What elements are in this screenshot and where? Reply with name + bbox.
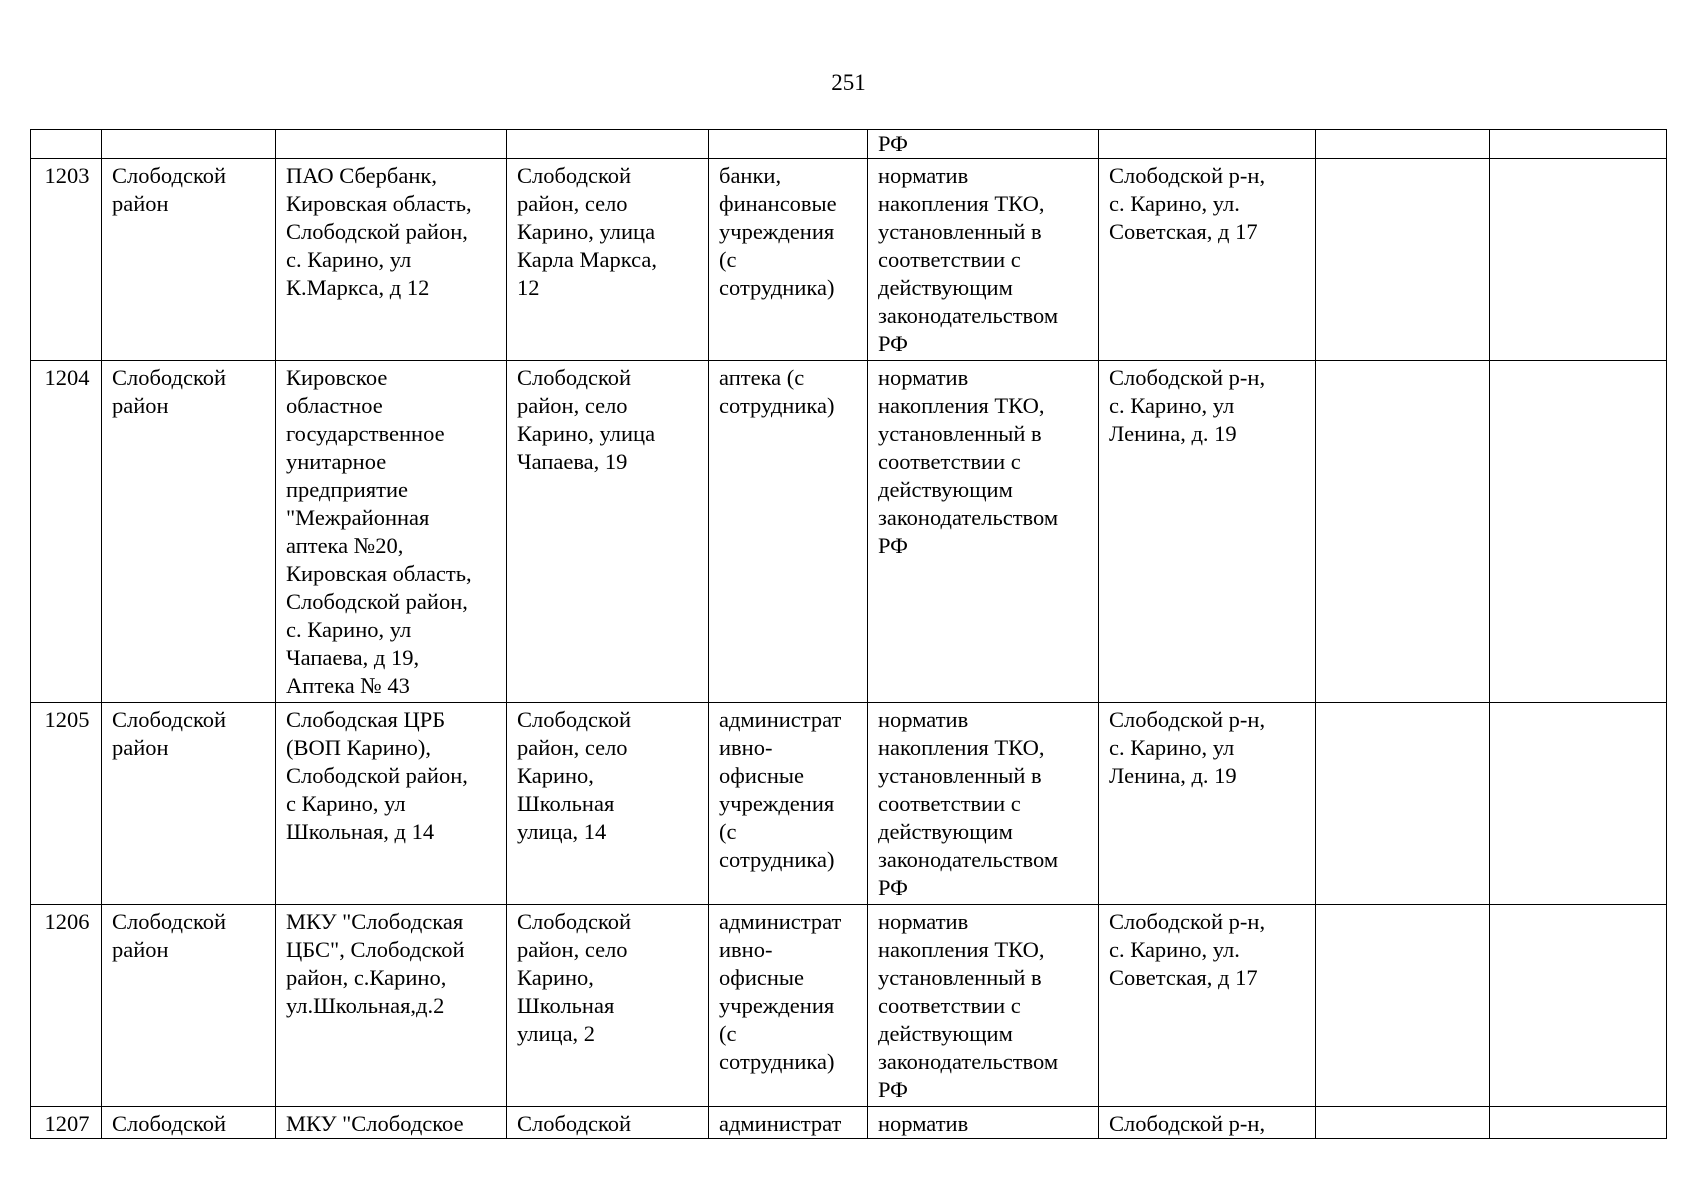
cell-location: Слободской район, село Карино, Школьная улица, 14 (507, 703, 709, 905)
cell-district: Слободской район (102, 159, 276, 361)
cell-district (102, 130, 276, 159)
cell-category: администрат ивно- офисные учреждения (с сотрудника) (709, 703, 868, 905)
cell-source: Слободская ЦРБ (ВОП Карино), Слободской район, с Карино, ул Школьная, д 14 (276, 703, 507, 905)
cell-extra-2 (1490, 361, 1667, 703)
cell-source: МКУ "Слободское (276, 1107, 507, 1139)
cell-norm: РФ (868, 130, 1099, 159)
cell-extra-1 (1316, 130, 1490, 159)
table-row-continuation (31, 130, 1667, 159)
table-row (31, 1107, 1667, 1139)
cell-location: Слободской район, село Карино, улица Карла Маркса, 12 (507, 159, 709, 361)
cell-district: Слободской район (102, 905, 276, 1107)
cell-site (1099, 130, 1316, 159)
cell-extra-2 (1490, 159, 1667, 361)
cell-category: администрат ивно- офисные учреждения (с сотрудника) (709, 905, 868, 1107)
cell-extra-1 (1316, 159, 1490, 361)
cell-extra-2 (1490, 905, 1667, 1107)
page-number: 251 (831, 70, 866, 95)
cell-num: 1206 (31, 905, 102, 1107)
cell-extra-2 (1490, 1107, 1667, 1139)
cell-site: Слободской р-н, с. Карино, ул Ленина, д. 19 (1099, 703, 1316, 905)
cell-source (276, 130, 507, 159)
table-row (31, 703, 1667, 905)
cell-norm: норматив (868, 1107, 1099, 1139)
cell-extra-1 (1316, 703, 1490, 905)
cell-norm: норматив накопления ТКО, установленный в соответствии с действующим законодательством РФ (868, 361, 1099, 703)
cell-category (709, 130, 868, 159)
cell-district: Слободской район (102, 361, 276, 703)
registry-table (30, 129, 1667, 1139)
table-row (31, 361, 1667, 703)
cell-extra-2 (1490, 703, 1667, 905)
cell-extra-1 (1316, 905, 1490, 1107)
cell-norm: норматив накопления ТКО, установленный в соответствии с действующим законодательством РФ (868, 703, 1099, 905)
cell-extra-1 (1316, 1107, 1490, 1139)
cell-num (31, 130, 102, 159)
cell-district: Слободской район (102, 703, 276, 905)
cell-source: МКУ "Слободская ЦБС", Слободской район, с.Карино, ул.Школьная,д.2 (276, 905, 507, 1107)
cell-category: администрат (709, 1107, 868, 1139)
cell-extra-1 (1316, 361, 1490, 703)
cell-category: банки, финансовые учреждения (с сотрудника) (709, 159, 868, 361)
cell-category: аптека (с сотрудника) (709, 361, 868, 703)
cell-num: 1205 (31, 703, 102, 905)
cell-site: Слободской р-н, с. Карино, ул. Советская, д 17 (1099, 159, 1316, 361)
cell-location: Слободской район, село Карино, Школьная улица, 2 (507, 905, 709, 1107)
cell-source: ПАО Сбербанк, Кировская область, Слободской район, с. Карино, ул К.Маркса, д 12 (276, 159, 507, 361)
table-row (31, 905, 1667, 1107)
table-row (31, 159, 1667, 361)
cell-extra-2 (1490, 130, 1667, 159)
cell-district: Слободской (102, 1107, 276, 1139)
cell-site: Слободской р-н, с. Карино, ул Ленина, д. 19 (1099, 361, 1316, 703)
cell-norm: норматив накопления ТКО, установленный в соответствии с действующим законодательством РФ (868, 159, 1099, 361)
cell-norm: норматив накопления ТКО, установленный в соответствии с действующим законодательством РФ (868, 905, 1099, 1107)
cell-site: Слободской р-н, с. Карино, ул. Советская, д 17 (1099, 905, 1316, 1107)
cell-num: 1204 (31, 361, 102, 703)
cell-location: Слободской район, село Карино, улица Чапаева, 19 (507, 361, 709, 703)
cell-num: 1203 (31, 159, 102, 361)
cell-num: 1207 (31, 1107, 102, 1139)
cell-site: Слободской р-н, (1099, 1107, 1316, 1139)
cell-location: Слободской (507, 1107, 709, 1139)
cell-location (507, 130, 709, 159)
cell-source: Кировское областное государственное унитарное предприятие "Межрайонная аптека №20, Кировская область, Слободской район, с. Карино, ул Чапаева, д 19, Аптека № 43 (276, 361, 507, 703)
